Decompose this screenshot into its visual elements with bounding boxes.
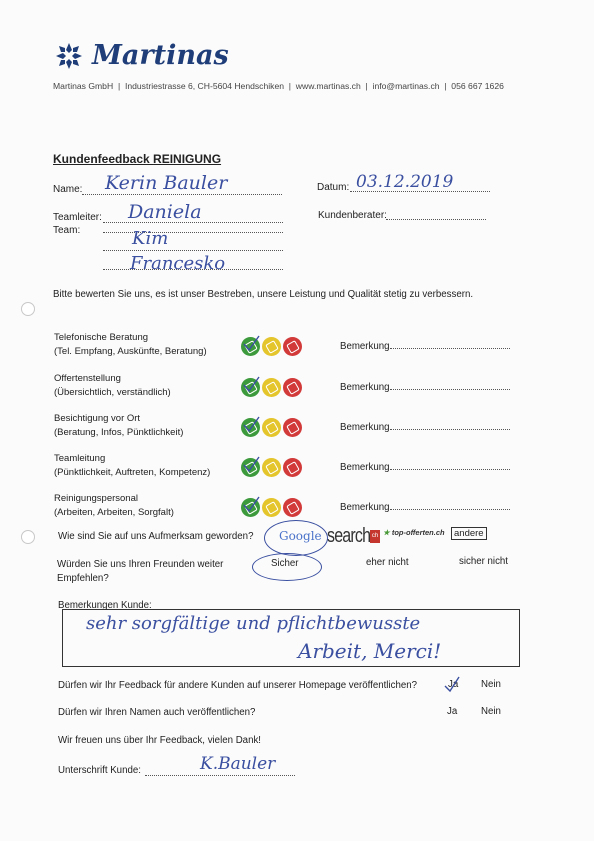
remark-line bbox=[390, 429, 510, 430]
selected-check-mark bbox=[240, 454, 262, 476]
kundenberater-label: Kundenberater: bbox=[318, 210, 387, 221]
remark-label: Bemerkung bbox=[340, 502, 390, 513]
form-title bbox=[53, 152, 221, 166]
team-label: Team: bbox=[53, 225, 81, 236]
source-search[interactable]: search bbox=[327, 525, 371, 547]
source-question: Wie sind Sie auf uns Aufmerksam geworden? bbox=[58, 531, 254, 542]
rating-label bbox=[54, 372, 171, 400]
red-thumb-icon[interactable] bbox=[283, 458, 302, 477]
source-andere[interactable]: andere bbox=[451, 527, 487, 540]
recommend-sicher-nicht[interactable]: sicher nicht bbox=[459, 556, 508, 567]
remark-line bbox=[390, 509, 510, 510]
remark-label: Bemerkung bbox=[340, 382, 390, 393]
yellow-ok-icon[interactable] bbox=[262, 378, 281, 397]
rating-subtitle: (Pünktlichkeit, Auftreten, Kompetenz) bbox=[54, 467, 211, 478]
homepage-ja-label: Ja bbox=[448, 679, 459, 690]
rating-subtitle: (Tel. Empfang, Auskünfte, Beratung) bbox=[54, 346, 207, 357]
rating-subtitle: (Beratung, Infos, Pünktlichkeit) bbox=[54, 427, 184, 438]
rating-title: Telefonische Beratung bbox=[54, 332, 149, 343]
remark-label: Bemerkung bbox=[340, 462, 390, 473]
company-address: Martinas GmbH | Industriestrasse 6, CH-5604 Hendschiken | www.martinas.ch | info@martinas.ch | 056 667 1626 bbox=[53, 81, 504, 91]
recommend-question-line1: Würden Sie uns Ihren Freunden weiter bbox=[57, 559, 224, 570]
top-offerten-label: top-offerten.ch bbox=[391, 528, 445, 537]
recommend-eher-nicht[interactable]: eher nicht bbox=[366, 557, 409, 568]
remark-line bbox=[390, 389, 510, 390]
remark-label: Bemerkung bbox=[340, 422, 390, 433]
punch-hole-top bbox=[21, 302, 35, 316]
google-text: Google bbox=[279, 529, 322, 543]
teamleiter-value[interactable]: Daniela bbox=[128, 201, 202, 223]
red-thumb-icon[interactable] bbox=[283, 418, 302, 437]
comment-line-2: Arbeit, Merci! bbox=[298, 639, 442, 663]
rating-title: Reinigungspersonal bbox=[54, 493, 138, 504]
rating-remark[interactable] bbox=[340, 462, 510, 473]
selected-check-mark bbox=[240, 414, 262, 436]
team-line-1 bbox=[103, 232, 283, 233]
ja-check-mark bbox=[442, 674, 462, 694]
red-thumb-icon[interactable] bbox=[283, 378, 302, 397]
name-question: Dürfen wir Ihren Namen auch veröffentlichen? bbox=[58, 707, 256, 718]
source-google[interactable] bbox=[279, 529, 322, 543]
name-nein[interactable]: Nein bbox=[481, 706, 501, 717]
name-line bbox=[82, 194, 282, 195]
signature-line bbox=[145, 775, 295, 776]
intro-text: Bitte bewerten Sie uns, es ist unser Bestreben, unsere Leistung und Qualität stetig zu verbessern. bbox=[53, 289, 474, 300]
rating-label bbox=[54, 412, 183, 440]
rating-label bbox=[54, 492, 174, 520]
yellow-ok-icon[interactable] bbox=[262, 498, 281, 517]
title-suffix: REINIGUNG bbox=[153, 152, 222, 166]
rating-subtitle: (Arbeiten, Arbeiten, Sorgfalt) bbox=[54, 507, 174, 518]
title-prefix: Kundenfeedback bbox=[53, 152, 154, 166]
red-thumb-icon[interactable] bbox=[283, 337, 302, 356]
rating-title: Offertenstellung bbox=[54, 373, 121, 384]
source-top-offerten[interactable] bbox=[383, 528, 445, 537]
name-value[interactable]: Kerin Bauler bbox=[105, 172, 228, 194]
rating-subtitle: (Übersichtlich, verständlich) bbox=[54, 387, 171, 398]
rating-remark[interactable] bbox=[340, 382, 510, 393]
yellow-ok-icon[interactable] bbox=[262, 458, 281, 477]
kundenberater-line bbox=[386, 219, 486, 220]
recommend-question-line2: Empfehlen? bbox=[57, 573, 109, 584]
comment-line-1: sehr sorgfältige und pflichtbewusste bbox=[86, 613, 421, 634]
team-line-2 bbox=[103, 250, 283, 251]
rating-title: Besichtigung vor Ort bbox=[54, 413, 141, 424]
name-ja[interactable]: Ja bbox=[447, 706, 458, 717]
red-thumb-icon[interactable] bbox=[283, 498, 302, 517]
selected-check-mark bbox=[240, 374, 262, 396]
datum-value[interactable]: 03.12.2019 bbox=[356, 172, 454, 192]
teamleiter-label: Teamleiter: bbox=[53, 212, 102, 223]
martinas-logo-icon bbox=[55, 42, 83, 70]
rating-label bbox=[54, 331, 207, 359]
yellow-ok-icon[interactable] bbox=[262, 418, 281, 437]
team-member-1[interactable]: Kim bbox=[132, 228, 169, 249]
rating-remark[interactable] bbox=[340, 502, 510, 513]
signature-label: Unterschrift Kunde: bbox=[58, 765, 141, 776]
punch-hole-bottom bbox=[21, 530, 35, 544]
team-member-2[interactable]: Francesko bbox=[130, 253, 226, 274]
remark-label: Bemerkung bbox=[340, 341, 390, 352]
star-icon: ★ bbox=[383, 528, 390, 537]
rating-title: Teamleitung bbox=[54, 453, 106, 464]
homepage-question: Dürfen wir Ihr Feedback für andere Kunden auf unserer Homepage veröffentlichen? bbox=[58, 680, 418, 691]
rating-label bbox=[54, 452, 210, 480]
brand-name: Martinas bbox=[92, 40, 229, 71]
datum-label: Datum: bbox=[317, 182, 350, 193]
selected-check-mark bbox=[240, 333, 262, 355]
comments-label: Bemerkungen Kunde: bbox=[58, 600, 152, 611]
rating-remark[interactable] bbox=[340, 422, 510, 433]
selected-check-mark bbox=[240, 494, 262, 516]
homepage-nein[interactable]: Nein bbox=[481, 679, 501, 690]
name-label: Name: bbox=[53, 184, 83, 195]
remark-line bbox=[390, 469, 510, 470]
source-search-ch-badge: ch bbox=[370, 530, 380, 543]
remark-line bbox=[390, 348, 510, 349]
recommend-sicher[interactable]: Sicher bbox=[271, 558, 299, 569]
rating-remark[interactable] bbox=[340, 341, 510, 352]
thanks-text: Wir freuen uns über Ihr Feedback, vielen Dank! bbox=[58, 735, 261, 746]
signature-value[interactable]: K.Bauler bbox=[200, 754, 276, 774]
yellow-ok-icon[interactable] bbox=[262, 337, 281, 356]
